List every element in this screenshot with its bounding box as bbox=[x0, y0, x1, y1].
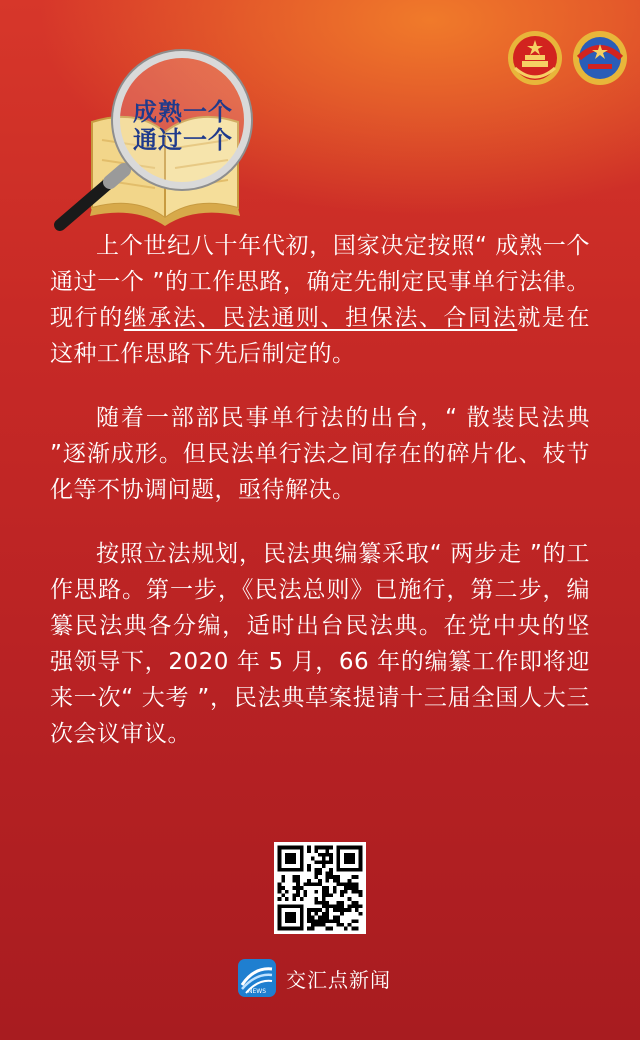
footer-brand bbox=[238, 957, 391, 999]
logo-news-text: NEWS bbox=[247, 988, 267, 995]
article-body bbox=[50, 228, 590, 780]
qr-code[interactable] bbox=[274, 842, 366, 934]
hero-title-line-2: 通过一个 bbox=[133, 126, 233, 154]
jiaohuidian-logo-icon bbox=[238, 959, 276, 997]
cppcc-emblem-icon bbox=[570, 28, 630, 88]
paragraph-2: 随着一部部民事单行法的出台，“ 散装民法典 ”逐渐成形。但民法单行法之间存在的碎片化、枝节化等不协调问题，亟待解决。 bbox=[50, 405, 590, 503]
paragraph-1 bbox=[50, 228, 590, 372]
brand-name: 交汇点新闻 bbox=[286, 967, 391, 992]
paragraph-1-tail: 就是在这种工作思路下先后制定的。 bbox=[50, 305, 591, 367]
npc-emblem-icon bbox=[505, 28, 565, 88]
hero-title bbox=[128, 98, 238, 154]
hero-title-line-1: 成熟一个 bbox=[133, 98, 233, 126]
hero-illustration bbox=[40, 20, 280, 240]
paragraph-1-text: 上个世纪八十年代初，国家决定按照“ 成熟一个通过一个 ”的工作思路，确定先制定民事单行法律。现行的 bbox=[50, 233, 590, 331]
law-names-link[interactable]: 继承法、民法通则、担保法、合同法 bbox=[123, 305, 518, 331]
paragraph-3: 按照立法规划，民法典编纂采取“ 两步走 ”的工作思路。第一步，《民法总则》已施行，第二步，编纂民法典各分编，适时出台民法典。在党中央的坚强领导下，2020 年 5 月，66 年的编纂工作即将迎来一次“ 大考 ”，民法典草案提请十三届全国人大三次会议审议。 bbox=[50, 541, 590, 747]
